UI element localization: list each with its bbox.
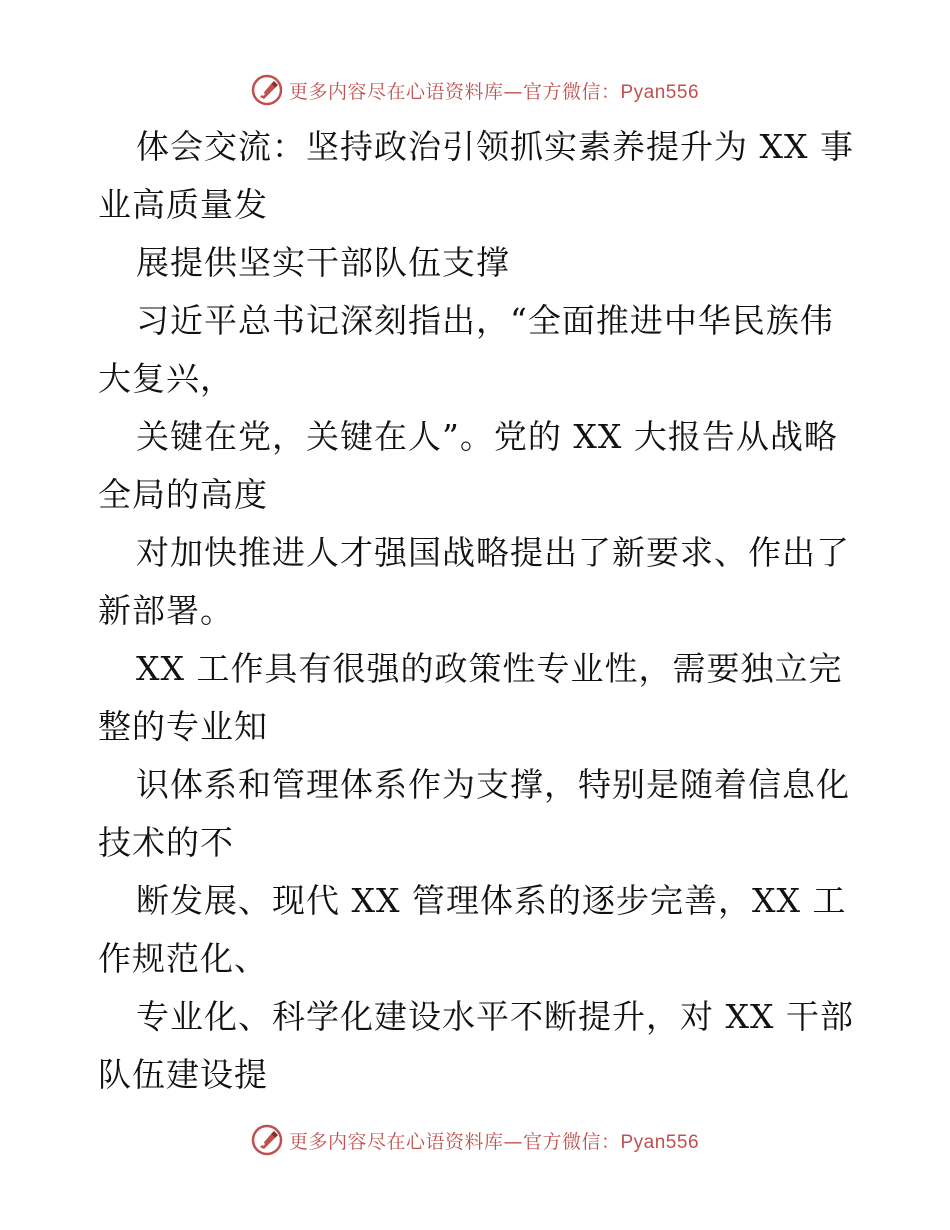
text-line: 整的专业知 [98, 707, 268, 746]
watermark-handle: Pyan556 [620, 81, 700, 103]
header-watermark [0, 70, 950, 110]
text-line: 识体系和管理体系作为支撑，特别是随着信息化 [136, 765, 850, 804]
text-line: 断发展、现代 XX 管理体系的逐步完善，XX 工 [136, 881, 847, 920]
footer-watermark [0, 1120, 950, 1160]
text-line: XX 工作具有很强的政策性专业性，需要独立完 [136, 649, 843, 688]
pen-nib-logo-icon [251, 1124, 283, 1156]
text-line: 新部署。 [98, 591, 234, 630]
watermark-text: 更多内容尽在心语资料库—官方微信：Pyan556 [288, 80, 700, 103]
text-line: 全局的高度 [98, 475, 268, 514]
text-line: 关键在党，关键在人”。党的 XX 大报告从战略 [136, 417, 838, 456]
text-line: 队伍建设提 [98, 1055, 268, 1094]
text-line: 业高质量发 [98, 185, 268, 224]
document-body [98, 118, 858, 1104]
text-line: 体会交流：坚持政治引领抓实素养提升为 XX 事 [136, 127, 854, 166]
text-line: 技术的不 [98, 823, 234, 862]
watermark-handle: Pyan556 [620, 1131, 700, 1153]
text-line: 对加快推进人才强国战略提出了新要求、作出了 [136, 533, 850, 572]
text-line: 展提供坚实干部队伍支撑 [136, 243, 510, 282]
text-line: 大复兴， [98, 359, 234, 398]
pen-nib-logo-icon [251, 74, 283, 106]
text-line: 作规范化、 [98, 939, 268, 978]
text-line: 专业化、科学化建设水平不断提升，对 XX 干部 [136, 997, 854, 1036]
text-line: 习近平总书记深刻指出，“全面推进中华民族伟 [136, 301, 834, 340]
watermark-text: 更多内容尽在心语资料库—官方微信：Pyan556 [288, 1130, 700, 1153]
